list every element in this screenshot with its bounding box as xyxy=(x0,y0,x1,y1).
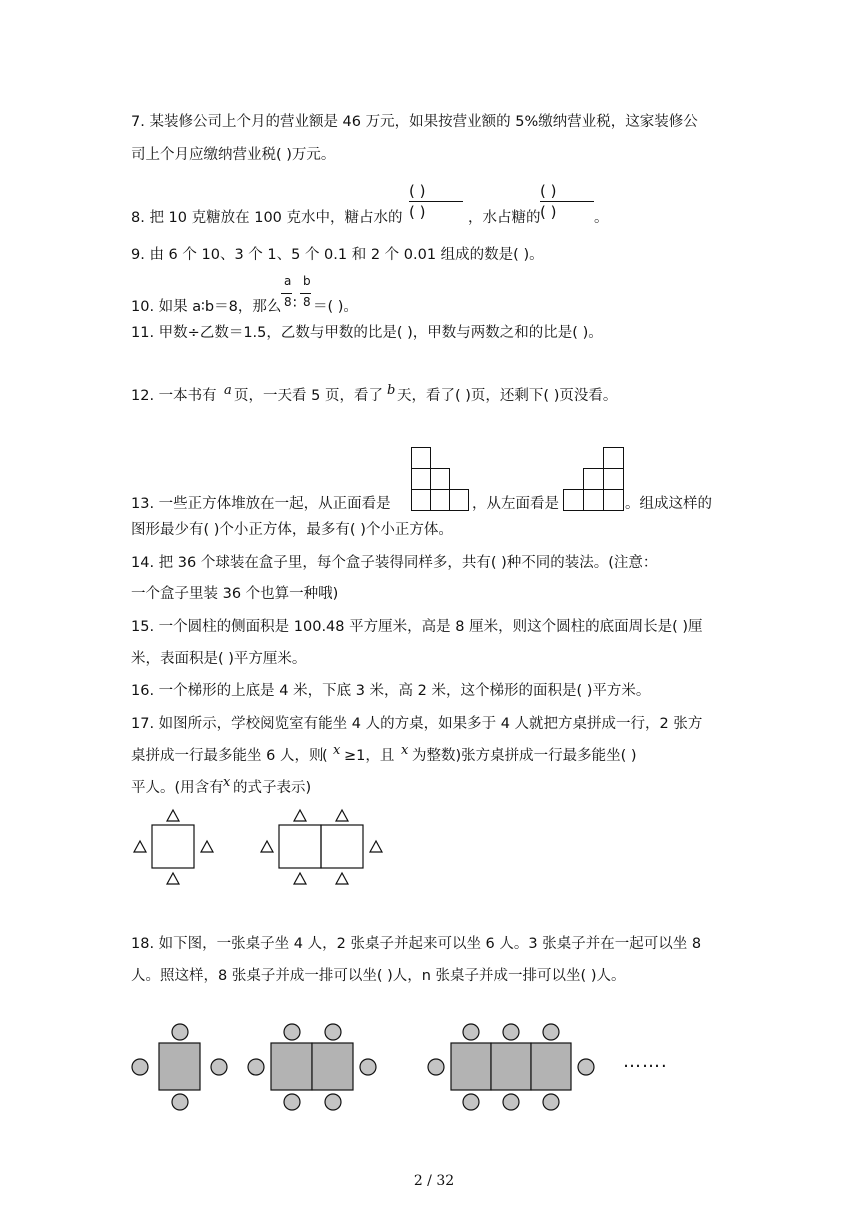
q17-var-x: x xyxy=(223,775,231,790)
page-number: 2 / 32 xyxy=(413,1173,455,1189)
q15-line1: 15. 一个圆柱的侧面积是 100.48 平方厘米，高是 8 厘米，则这个圆柱的底面周长是( )厘 xyxy=(131,619,703,635)
seat-circle xyxy=(463,1024,479,1040)
q16-text: 16. 一个梯形的上底是 4 米，下底 3 米，高 2 米，这个梯形的面积是( )平方米。 xyxy=(131,683,651,699)
q17-var-x: x xyxy=(333,743,341,758)
table xyxy=(159,1043,200,1090)
seat-circle xyxy=(543,1094,559,1110)
seat-circle xyxy=(211,1059,227,1075)
q13-part1: 13. 一些正方体堆放在一起，从正面看是 xyxy=(131,496,391,512)
seat-triangle xyxy=(370,841,382,852)
table xyxy=(491,1043,531,1090)
q10-denominator-8: 8 xyxy=(284,295,292,309)
q17-line2-a: 桌拼成一行最多能坐 6 人，则 xyxy=(131,748,324,764)
square-table xyxy=(152,825,194,868)
seat-circle xyxy=(463,1094,479,1110)
square-table-seating-figure xyxy=(130,806,390,888)
left-view-figure xyxy=(563,447,625,511)
q15-line2: 米，表面积是( )平方厘米。 xyxy=(131,651,307,667)
seat-circle xyxy=(248,1059,264,1075)
q8-part3: 。 xyxy=(594,210,609,226)
table xyxy=(312,1043,353,1090)
seat-circle xyxy=(284,1024,300,1040)
fraction-numerator: ( ) xyxy=(409,182,426,200)
fraction-denominator: ( ) xyxy=(540,203,557,221)
seat-circle xyxy=(428,1059,444,1075)
seat-circle xyxy=(172,1024,188,1040)
q11-text: 11. 甲数÷乙数＝1.5，乙数与甲数的比是( )，甲数与两数之和的比是( )。 xyxy=(131,325,603,341)
fraction-bar xyxy=(409,201,463,202)
fraction-bar xyxy=(300,293,311,294)
q8-part1: 8. 把 10 克糖放在 100 克水中，糖占水的 xyxy=(131,210,403,226)
q10-part1: 10. 如果 a∶b＝8，那么 xyxy=(131,299,282,315)
seat-circle xyxy=(360,1059,376,1075)
q10-part2: ＝( )。 xyxy=(313,299,358,315)
q14-line1: 14. 把 36 个球装在盒子里，每个盒子装得同样多，共有( )种不同的装法。(注意： xyxy=(131,555,658,571)
fraction-bar xyxy=(281,293,292,294)
seat-triangle xyxy=(294,810,306,821)
q13-line2: 图形最少有( )个小正方体，最多有( )个小正方体。 xyxy=(131,522,453,538)
q12-part2: 页，一天看 5 页，看了 xyxy=(234,388,383,404)
seat-circle xyxy=(172,1094,188,1110)
seat-triangle xyxy=(167,810,179,821)
q8-fraction-1 xyxy=(409,182,425,221)
fraction-bar xyxy=(540,201,594,202)
q10-numerator-a: a xyxy=(284,274,292,288)
seat-triangle xyxy=(294,873,306,884)
table xyxy=(531,1043,571,1090)
q14-line2: 一个盒子里装 36 个也算一种哦) xyxy=(131,586,339,602)
table-seating-pattern-figure xyxy=(128,1020,598,1115)
q12-part1: 12. 一本书有 xyxy=(131,388,217,404)
square-table xyxy=(279,825,321,868)
fraction-numerator: ( ) xyxy=(540,182,557,200)
q10-ratio-sign: ∶ xyxy=(293,296,297,312)
seat-circle xyxy=(503,1094,519,1110)
square-table xyxy=(321,825,363,868)
seat-circle xyxy=(503,1024,519,1040)
seat-triangle xyxy=(261,841,273,852)
seat-triangle xyxy=(336,873,348,884)
seat-triangle xyxy=(201,841,213,852)
seat-triangle xyxy=(167,873,179,884)
table xyxy=(451,1043,491,1090)
q18-ellipsis: ……. xyxy=(623,1051,668,1072)
seat-triangle xyxy=(336,810,348,821)
q17-line3-b: 的式子表示) xyxy=(233,780,312,796)
q17-line1: 17. 如图所示，学校阅览室有能坐 4 人的方桌，如果多于 4 人就把方桌拼成一行，2 张方 xyxy=(131,716,703,732)
q12-part3: 天，看了( )页，还剩下( )页没看。 xyxy=(397,388,618,404)
seat-circle xyxy=(325,1094,341,1110)
q12-var-b: b xyxy=(387,383,396,398)
seat-circle xyxy=(578,1059,594,1075)
seat-circle xyxy=(325,1024,341,1040)
q10-denominator-8: 8 xyxy=(303,295,311,309)
q17-var-x: x xyxy=(401,743,409,758)
q13-part3: 。组成这样的 xyxy=(625,496,712,512)
q7-line2: 司上个月应缴纳营业税( )万元。 xyxy=(131,147,336,163)
q17-line3-a: 平人。(用含有 xyxy=(131,780,224,796)
seat-circle xyxy=(284,1094,300,1110)
q17-line2-d: 为整数)张方桌拼成一行最多能坐( ) xyxy=(412,748,637,764)
q8-part2: ，水占糖的 xyxy=(468,210,541,226)
q7-line1: 7. 某装修公司上个月的营业额是 46 万元，如果按营业额的 5%缴纳营业税，这家装修公 xyxy=(131,114,698,130)
q17-line2-c: ≥1，且 xyxy=(344,748,395,764)
front-view-figure xyxy=(411,447,471,511)
q18-line2: 人。照这样，8 张桌子并成一排可以坐( )人，n 张桌子并成一排可以坐( )人。 xyxy=(131,968,626,984)
table xyxy=(271,1043,312,1090)
seat-circle xyxy=(543,1024,559,1040)
q12-var-a: a xyxy=(224,383,232,398)
q13-part2: ，从左面看是 xyxy=(472,496,559,512)
q10-numerator-b: b xyxy=(303,274,311,288)
seat-triangle xyxy=(134,841,146,852)
q18-line1: 18. 如下图，一张桌子坐 4 人，2 张桌子并起来可以坐 6 人。3 张桌子并在一起可以坐 8 xyxy=(131,936,702,952)
fraction-denominator: ( ) xyxy=(409,203,426,221)
seat-circle xyxy=(132,1059,148,1075)
q17-line2-b: ( xyxy=(322,748,328,764)
q9-text: 9. 由 6 个 10、3 个 1、5 个 0.1 和 2 个 0.01 组成的数是( )。 xyxy=(131,247,544,263)
q8-fraction-2 xyxy=(540,182,556,221)
